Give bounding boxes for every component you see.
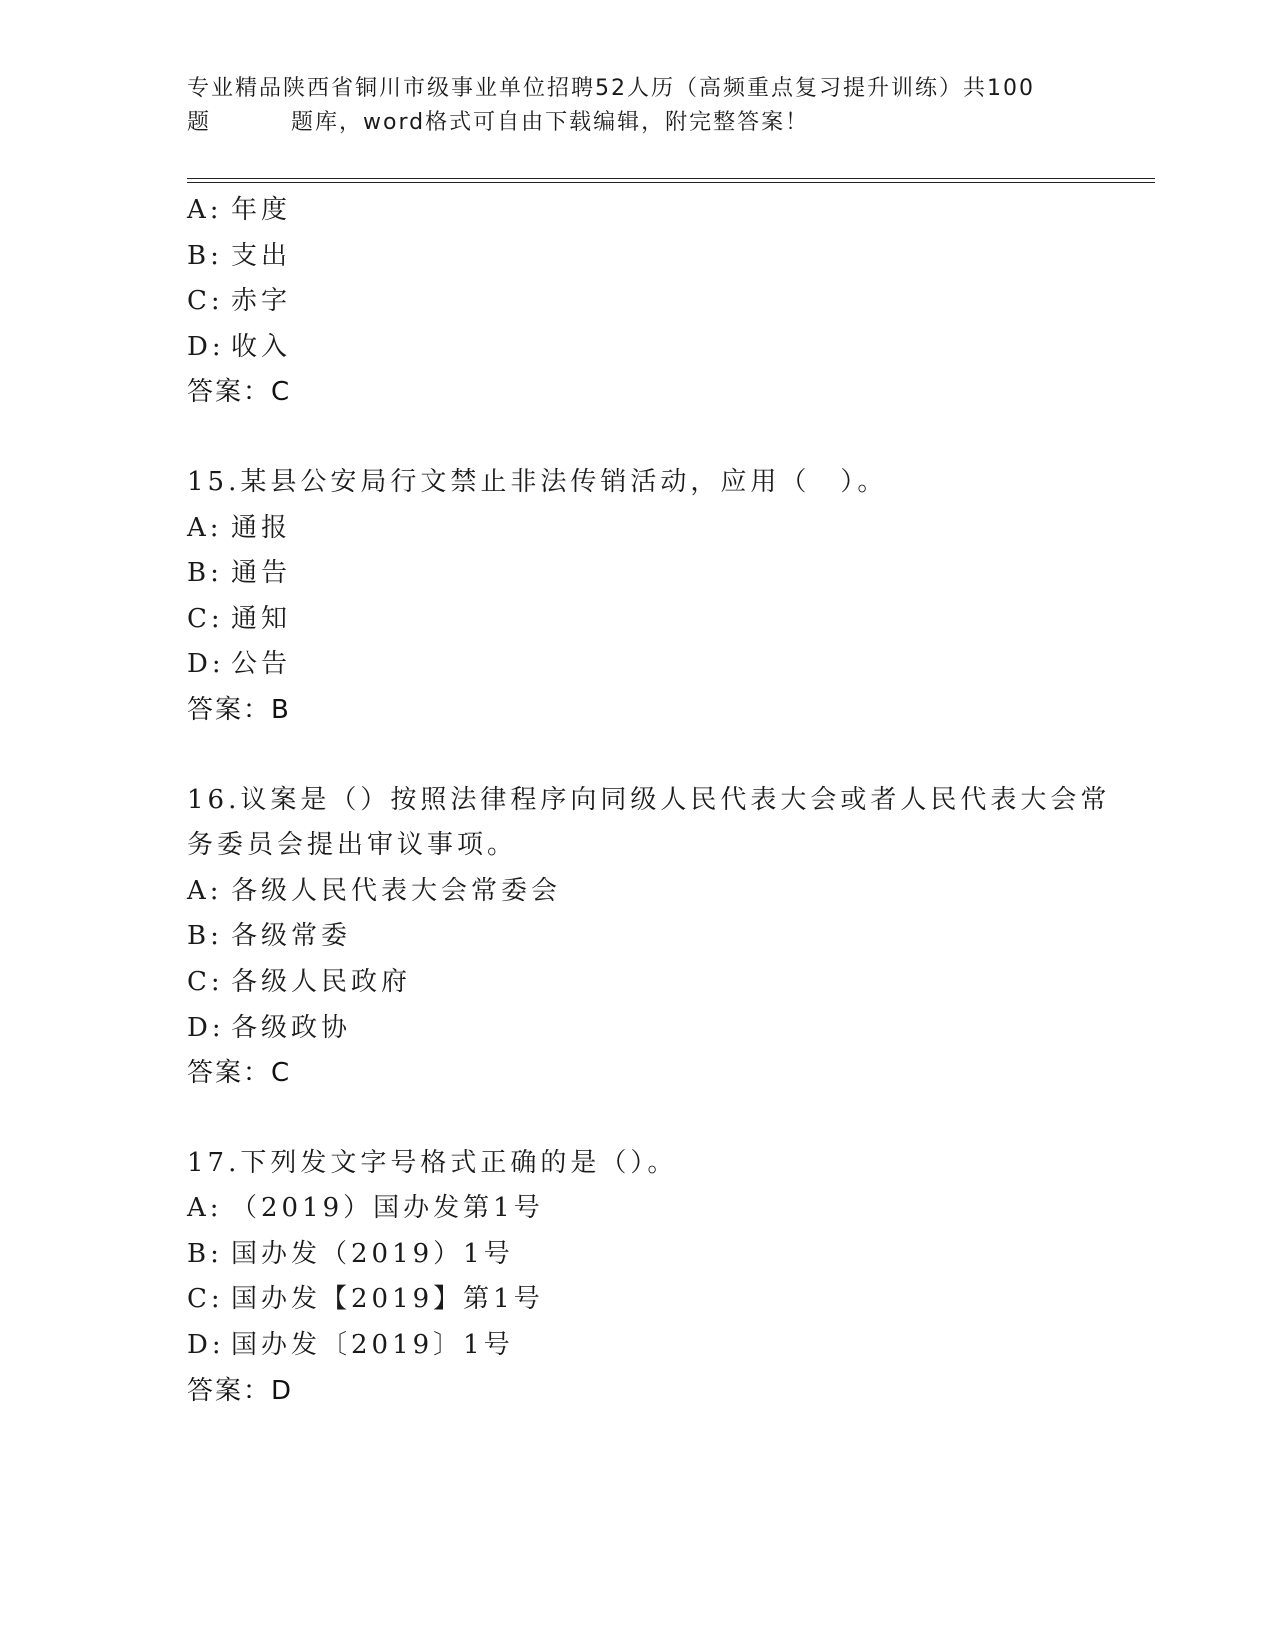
- option-text: 通知: [231, 603, 292, 634]
- option-label: A:: [187, 195, 223, 225]
- option-d: [187, 325, 1087, 371]
- option-a: [187, 506, 1087, 552]
- option-b: [187, 1232, 1087, 1278]
- option-text: 支出: [231, 240, 292, 271]
- option-text: 赤字: [231, 286, 292, 317]
- answer-line: 答案：B: [187, 694, 291, 725]
- option-d: [187, 1006, 1087, 1052]
- option-label: A:: [187, 875, 223, 906]
- option-text: 各级人民政府: [231, 966, 412, 997]
- option-d: [187, 1323, 1087, 1369]
- option-text: 收入: [231, 331, 292, 362]
- question-block-14: [187, 188, 1087, 416]
- header-divider-bottom: [187, 182, 1155, 183]
- option-b: [187, 551, 1087, 597]
- question-list: [187, 188, 1111, 1414]
- option-d: [187, 642, 1087, 688]
- option-label: D:: [187, 1012, 225, 1043]
- question-block-15: [187, 460, 1087, 734]
- header-title-line2-rest: 题库，word格式可自由下载编辑，附完整答案！: [291, 110, 810, 135]
- page-header: [187, 72, 1087, 140]
- option-text: 各级政协: [231, 1012, 352, 1043]
- header-title-line2: [187, 106, 1087, 140]
- option-label: D:: [187, 1330, 225, 1361]
- option-label: B:: [187, 558, 223, 589]
- option-label: D:: [187, 331, 225, 362]
- option-text: 公告: [231, 649, 292, 680]
- option-label: D:: [187, 649, 225, 680]
- option-a: [187, 188, 1087, 234]
- option-c: [187, 960, 1087, 1006]
- option-label: C:: [187, 286, 224, 317]
- option-text: （2019）国办发第1号: [231, 1193, 544, 1224]
- option-text: 通报: [231, 512, 292, 543]
- option-label: C:: [187, 1284, 224, 1315]
- answer-line: 答案：D: [187, 1375, 294, 1406]
- header-title-line2-start: 题: [187, 110, 212, 135]
- option-a: [187, 869, 1087, 915]
- question-text-line1: 16.议案是（）按照法律程序向同级人民代表大会或者人民代表大会常: [187, 784, 1111, 815]
- option-label: C:: [187, 966, 224, 997]
- option-label: B:: [187, 240, 223, 271]
- question-block-17: [187, 1141, 1087, 1415]
- question-text: 17.下列发文字号格式正确的是（）。: [187, 1147, 678, 1178]
- option-text: 国办发（2019）1号: [231, 1238, 514, 1269]
- question-block-16: [187, 778, 1111, 1097]
- answer-line: 答案：C: [187, 1058, 292, 1089]
- option-a: [187, 1186, 1087, 1232]
- option-text: 国办发【2019】第1号: [231, 1284, 544, 1315]
- question-text-line2: 务委员会提出审议事项。: [187, 830, 518, 861]
- option-label: B:: [187, 1238, 223, 1269]
- question-text: 15.某县公安局行文禁止非法传销活动，应用（ ）。: [187, 466, 888, 497]
- option-b: [187, 234, 1087, 280]
- header-title-line1: 专业精品陕西省铜川市级事业单位招聘52人历（高频重点复习提升训练）共100: [187, 76, 1035, 101]
- option-c: [187, 279, 1087, 325]
- option-label: A:: [187, 512, 223, 543]
- option-text: 各级人民代表大会常委会: [231, 875, 562, 906]
- header-divider-top: [187, 178, 1155, 179]
- option-text: 各级常委: [231, 921, 352, 952]
- option-label: B:: [187, 921, 223, 952]
- option-c: [187, 597, 1087, 643]
- option-text: 国办发〔2019〕1号: [231, 1330, 514, 1361]
- option-label: C:: [187, 603, 224, 634]
- option-c: [187, 1277, 1087, 1323]
- option-text: 通告: [231, 558, 292, 589]
- option-b: [187, 914, 1087, 960]
- option-label: A:: [187, 1193, 223, 1224]
- option-text: 年度: [231, 195, 292, 225]
- answer-line: 答案：C: [187, 377, 292, 408]
